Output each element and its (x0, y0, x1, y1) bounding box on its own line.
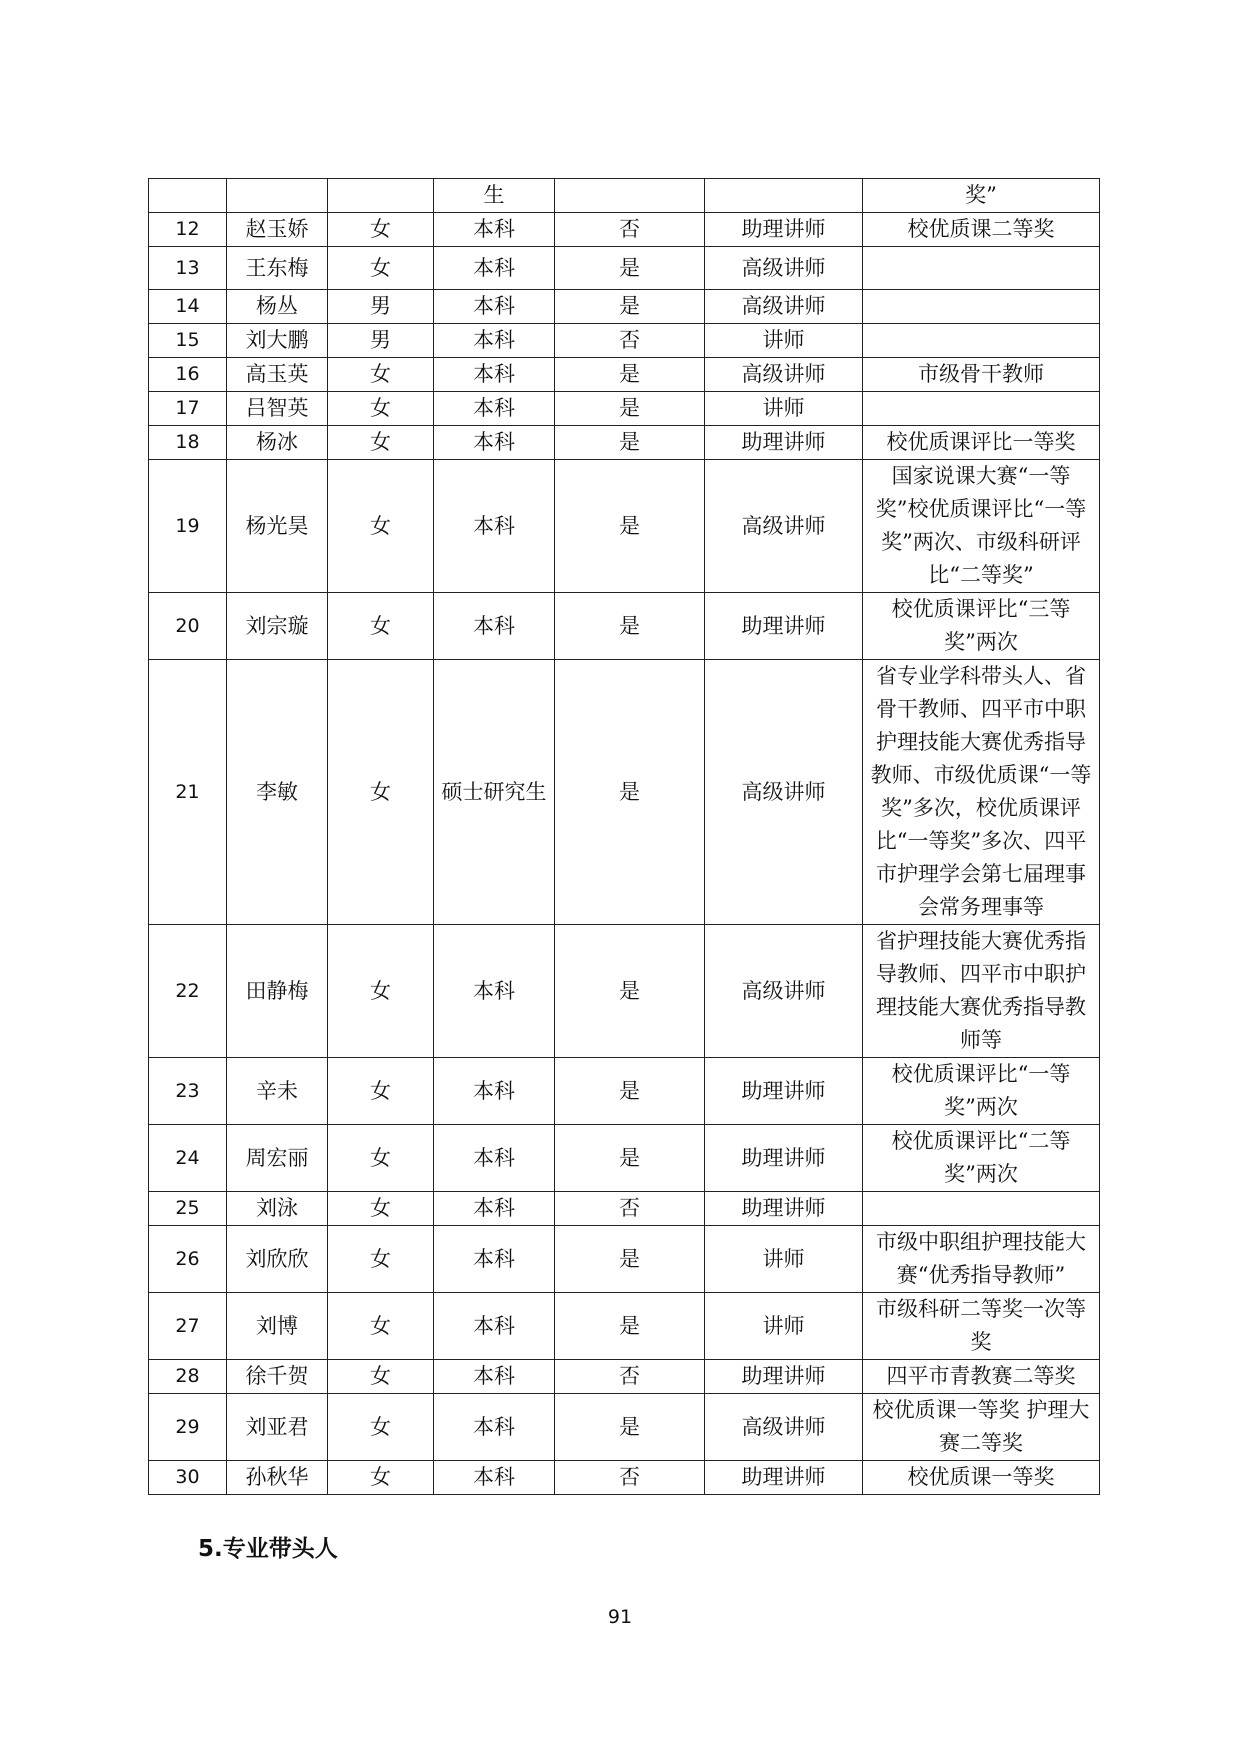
cell-awards: 省专业学科带头人、省骨干教师、四平市中职护理技能大赛优秀指导教师、市级优质课“一等奖”多次，校优质课评比“一等奖”多次、四平市护理学会第七届理事会常务理事等 (863, 660, 1100, 925)
cell-dual-teacher: 是 (555, 925, 705, 1058)
cell-title: 助理讲师 (705, 1360, 863, 1394)
cell-title: 高级讲师 (705, 660, 863, 925)
cell-title: 高级讲师 (705, 460, 863, 593)
cell-awards (863, 290, 1100, 324)
cell-awards: 国家说课大赛“一等奖”校优质课评比“一等奖”两次、市级科研评比“二等奖” (863, 460, 1100, 593)
cell-number: 15 (149, 324, 227, 358)
table-row (149, 392, 1100, 426)
cell-name: 吕智英 (227, 392, 328, 426)
cell-title: 讲师 (705, 324, 863, 358)
cell-title: 助理讲师 (705, 593, 863, 660)
table-row (149, 460, 1100, 593)
cell-dual-teacher: 否 (555, 1360, 705, 1394)
cell-awards: 校优质课评比“一等奖”两次 (863, 1058, 1100, 1125)
table-row (149, 660, 1100, 925)
cell-education: 本科 (434, 290, 555, 324)
cell-awards (863, 324, 1100, 358)
section-heading: 5.专业带头人 (198, 1536, 338, 1562)
cell-title: 助理讲师 (705, 1125, 863, 1192)
cell-dual-teacher: 否 (555, 213, 705, 247)
cell-education: 本科 (434, 324, 555, 358)
cell-dual-teacher: 是 (555, 1058, 705, 1125)
cell-gender (328, 179, 434, 213)
cell-dual-teacher: 是 (555, 247, 705, 290)
cell-name: 刘宗璇 (227, 593, 328, 660)
cell-title: 助理讲师 (705, 426, 863, 460)
cell-number: 18 (149, 426, 227, 460)
cell-education: 本科 (434, 426, 555, 460)
cell-education: 本科 (434, 213, 555, 247)
cell-education: 本科 (434, 460, 555, 593)
cell-gender: 女 (328, 1192, 434, 1226)
cell-number: 12 (149, 213, 227, 247)
cell-title: 高级讲师 (705, 290, 863, 324)
table-row (149, 324, 1100, 358)
cell-education: 本科 (434, 392, 555, 426)
cell-dual-teacher: 是 (555, 660, 705, 925)
cell-dual-teacher: 是 (555, 358, 705, 392)
cell-number: 26 (149, 1226, 227, 1293)
cell-awards: 四平市青教赛二等奖 (863, 1360, 1100, 1394)
cell-education: 本科 (434, 1192, 555, 1226)
table-row (149, 1192, 1100, 1226)
cell-gender: 女 (328, 247, 434, 290)
cell-awards: 市级骨干教师 (863, 358, 1100, 392)
cell-number: 16 (149, 358, 227, 392)
cell-gender: 女 (328, 1058, 434, 1125)
cell-gender: 女 (328, 925, 434, 1058)
cell-gender: 女 (328, 460, 434, 593)
cell-education: 生 (434, 179, 555, 213)
cell-awards: 校优质课一等奖 护理大赛二等奖 (863, 1394, 1100, 1461)
cell-title: 高级讲师 (705, 247, 863, 290)
cell-name: 杨冰 (227, 426, 328, 460)
cell-awards: 省护理技能大赛优秀指导教师、四平市中职护理技能大赛优秀指导教师等 (863, 925, 1100, 1058)
cell-number: 28 (149, 1360, 227, 1394)
cell-name: 王东梅 (227, 247, 328, 290)
cell-dual-teacher: 是 (555, 593, 705, 660)
cell-education: 本科 (434, 593, 555, 660)
cell-name (227, 179, 328, 213)
cell-dual-teacher: 是 (555, 1125, 705, 1192)
cell-title: 助理讲师 (705, 1058, 863, 1125)
cell-number: 27 (149, 1293, 227, 1360)
cell-dual-teacher: 是 (555, 1394, 705, 1461)
page-number: 91 (607, 1606, 633, 1628)
cell-gender: 男 (328, 290, 434, 324)
cell-number: 13 (149, 247, 227, 290)
cell-gender: 女 (328, 660, 434, 925)
cell-education: 本科 (434, 1226, 555, 1293)
cell-education: 本科 (434, 358, 555, 392)
cell-education: 本科 (434, 1058, 555, 1125)
cell-name: 刘欣欣 (227, 1226, 328, 1293)
table-row (149, 213, 1100, 247)
cell-name: 孙秋华 (227, 1461, 328, 1495)
cell-awards (863, 1192, 1100, 1226)
cell-gender: 女 (328, 1125, 434, 1192)
table-row (149, 1125, 1100, 1192)
cell-gender: 女 (328, 426, 434, 460)
cell-number: 29 (149, 1394, 227, 1461)
cell-number: 24 (149, 1125, 227, 1192)
cell-name: 刘泳 (227, 1192, 328, 1226)
cell-education: 本科 (434, 247, 555, 290)
cell-education: 本科 (434, 1125, 555, 1192)
cell-title: 高级讲师 (705, 358, 863, 392)
cell-title: 助理讲师 (705, 213, 863, 247)
cell-gender: 女 (328, 1461, 434, 1495)
cell-dual-teacher: 否 (555, 324, 705, 358)
teacher-table (148, 178, 1100, 1495)
cell-title: 助理讲师 (705, 1461, 863, 1495)
cell-awards: 市级中职组护理技能大赛“优秀指导教师” (863, 1226, 1100, 1293)
cell-name: 刘博 (227, 1293, 328, 1360)
table-row-continuation (149, 179, 1100, 213)
cell-awards: 校优质课一等奖 (863, 1461, 1100, 1495)
table-row (149, 1293, 1100, 1360)
cell-name: 徐千贺 (227, 1360, 328, 1394)
cell-number: 23 (149, 1058, 227, 1125)
cell-education: 本科 (434, 1461, 555, 1495)
cell-name: 杨光昊 (227, 460, 328, 593)
cell-title: 讲师 (705, 1293, 863, 1360)
cell-title: 讲师 (705, 1226, 863, 1293)
cell-number: 21 (149, 660, 227, 925)
cell-dual-teacher: 是 (555, 460, 705, 593)
cell-name: 刘亚君 (227, 1394, 328, 1461)
cell-name: 辛未 (227, 1058, 328, 1125)
table-row (149, 426, 1100, 460)
cell-title: 讲师 (705, 392, 863, 426)
cell-number: 17 (149, 392, 227, 426)
cell-name: 周宏丽 (227, 1125, 328, 1192)
cell-gender: 女 (328, 1394, 434, 1461)
cell-gender: 女 (328, 593, 434, 660)
table-row (149, 593, 1100, 660)
cell-dual-teacher: 是 (555, 426, 705, 460)
cell-awards (863, 392, 1100, 426)
cell-awards: 校优质课评比“三等奖”两次 (863, 593, 1100, 660)
cell-number: 20 (149, 593, 227, 660)
cell-name: 杨丛 (227, 290, 328, 324)
cell-number: 25 (149, 1192, 227, 1226)
cell-dual-teacher: 是 (555, 1226, 705, 1293)
table-row (149, 1226, 1100, 1293)
cell-dual-teacher: 否 (555, 1192, 705, 1226)
cell-dual-teacher: 是 (555, 392, 705, 426)
table-row (149, 1058, 1100, 1125)
cell-gender: 女 (328, 358, 434, 392)
table-row (149, 290, 1100, 324)
table-row (149, 358, 1100, 392)
cell-education: 本科 (434, 925, 555, 1058)
cell-number: 22 (149, 925, 227, 1058)
cell-education: 本科 (434, 1360, 555, 1394)
cell-name: 李敏 (227, 660, 328, 925)
table-row (149, 247, 1100, 290)
cell-title (705, 179, 863, 213)
table-row (149, 1394, 1100, 1461)
cell-number: 19 (149, 460, 227, 593)
cell-name: 田静梅 (227, 925, 328, 1058)
cell-gender: 女 (328, 213, 434, 247)
cell-name: 刘大鹏 (227, 324, 328, 358)
cell-name: 赵玉娇 (227, 213, 328, 247)
cell-awards (863, 247, 1100, 290)
cell-education: 本科 (434, 1293, 555, 1360)
cell-education: 硕士研究生 (434, 660, 555, 925)
cell-title: 助理讲师 (705, 1192, 863, 1226)
cell-dual-teacher: 是 (555, 290, 705, 324)
cell-awards: 校优质课二等奖 (863, 213, 1100, 247)
cell-number: 14 (149, 290, 227, 324)
cell-title: 高级讲师 (705, 1394, 863, 1461)
cell-gender: 男 (328, 324, 434, 358)
cell-gender: 女 (328, 1360, 434, 1394)
table-row (149, 1360, 1100, 1394)
cell-gender: 女 (328, 1226, 434, 1293)
cell-name: 高玉英 (227, 358, 328, 392)
cell-awards: 市级科研二等奖一次等奖 (863, 1293, 1100, 1360)
cell-education: 本科 (434, 1394, 555, 1461)
table-row (149, 1461, 1100, 1495)
cell-dual-teacher (555, 179, 705, 213)
cell-title: 高级讲师 (705, 925, 863, 1058)
cell-awards: 校优质课评比一等奖 (863, 426, 1100, 460)
cell-awards: 校优质课评比“二等奖”两次 (863, 1125, 1100, 1192)
cell-awards: 奖” (863, 179, 1100, 213)
cell-gender: 女 (328, 1293, 434, 1360)
cell-gender: 女 (328, 392, 434, 426)
cell-dual-teacher: 否 (555, 1461, 705, 1495)
teacher-table-body (149, 179, 1100, 1495)
cell-dual-teacher: 是 (555, 1293, 705, 1360)
cell-number (149, 179, 227, 213)
table-row (149, 925, 1100, 1058)
cell-number: 30 (149, 1461, 227, 1495)
